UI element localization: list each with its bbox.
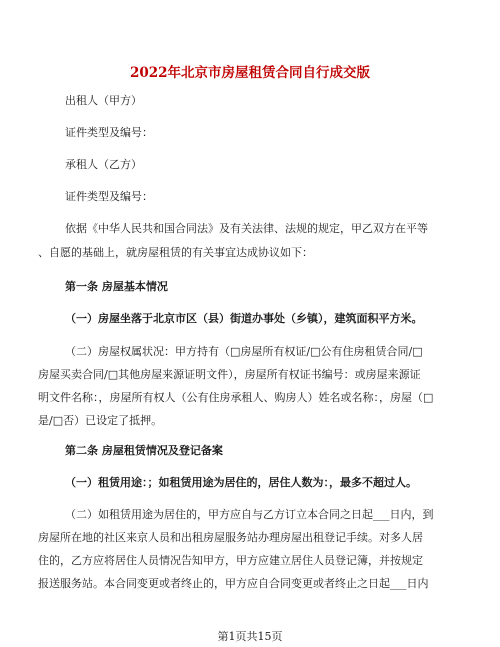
article-1-clause-2-line-3: 明文件名称：，房屋所有权人（公有住房承租人、购房人）姓名或名称：，房屋（□	[38, 391, 434, 404]
lessor-id-label: 证件类型及编号：	[65, 126, 153, 139]
article-1-clause-1: （一）房屋坐落于北京市区（县）街道办事处（乡镇），建筑面积平方米。	[65, 312, 423, 325]
article-1-heading: 第一条 房屋基本情况	[65, 280, 168, 293]
article-1-clause-2-line-1: （二）房屋权属状况：甲方持有（□房屋所有权证/□公有住房租赁合同/□	[65, 345, 423, 358]
lessee-id-label: 证件类型及编号：	[65, 190, 153, 203]
article-2-clause-2-line-4: 报送服务站。本合同变更或者终止的，甲方应自合同变更或者终止之日起___日内	[38, 577, 429, 590]
document-title: 2022年北京市房屋租赁合同自行成交版	[129, 65, 371, 81]
article-1-clause-2-line-4: 是/□否）已设定了抵押。	[38, 414, 163, 427]
article-1-clause-2-line-2: 房屋买卖合同/□其他房屋来源证明文件），房屋所有权证书编号：或房屋来源证	[38, 368, 421, 381]
preamble-line-1: 依据《中华人民共和国合同法》及有关法律、法规的规定，甲乙双方在平等	[65, 222, 428, 235]
article-2-clause-1: （一）租赁用途：；如租赁用途为居住的，居住人数为：，最多不超过人。	[65, 476, 417, 489]
page-number: 第1页共15页	[217, 630, 283, 643]
article-2-clause-2-line-2: 房屋所在地的社区来京人员和出租房屋服务站办理房屋出租登记手续。对多人居	[38, 531, 423, 544]
article-2-heading: 第二条 房屋租赁情况及登记备案	[65, 444, 223, 457]
article-2-clause-2-line-3: 住的，乙方应将居住人员情况告知甲方，甲方应建立居住人员登记簿，并按规定	[38, 554, 423, 567]
lessor-label: 出租人（甲方）	[65, 94, 142, 107]
article-2-clause-2-line-1: （二）如租赁用途为居住的，甲方应自与乙方订立本合同之日起___日内，到	[65, 508, 434, 521]
lessee-label: 承租人（乙方）	[65, 158, 142, 171]
preamble-line-2: 、自愿的基础上，就房屋租赁的有关事宜达成协议如下：	[38, 246, 313, 259]
